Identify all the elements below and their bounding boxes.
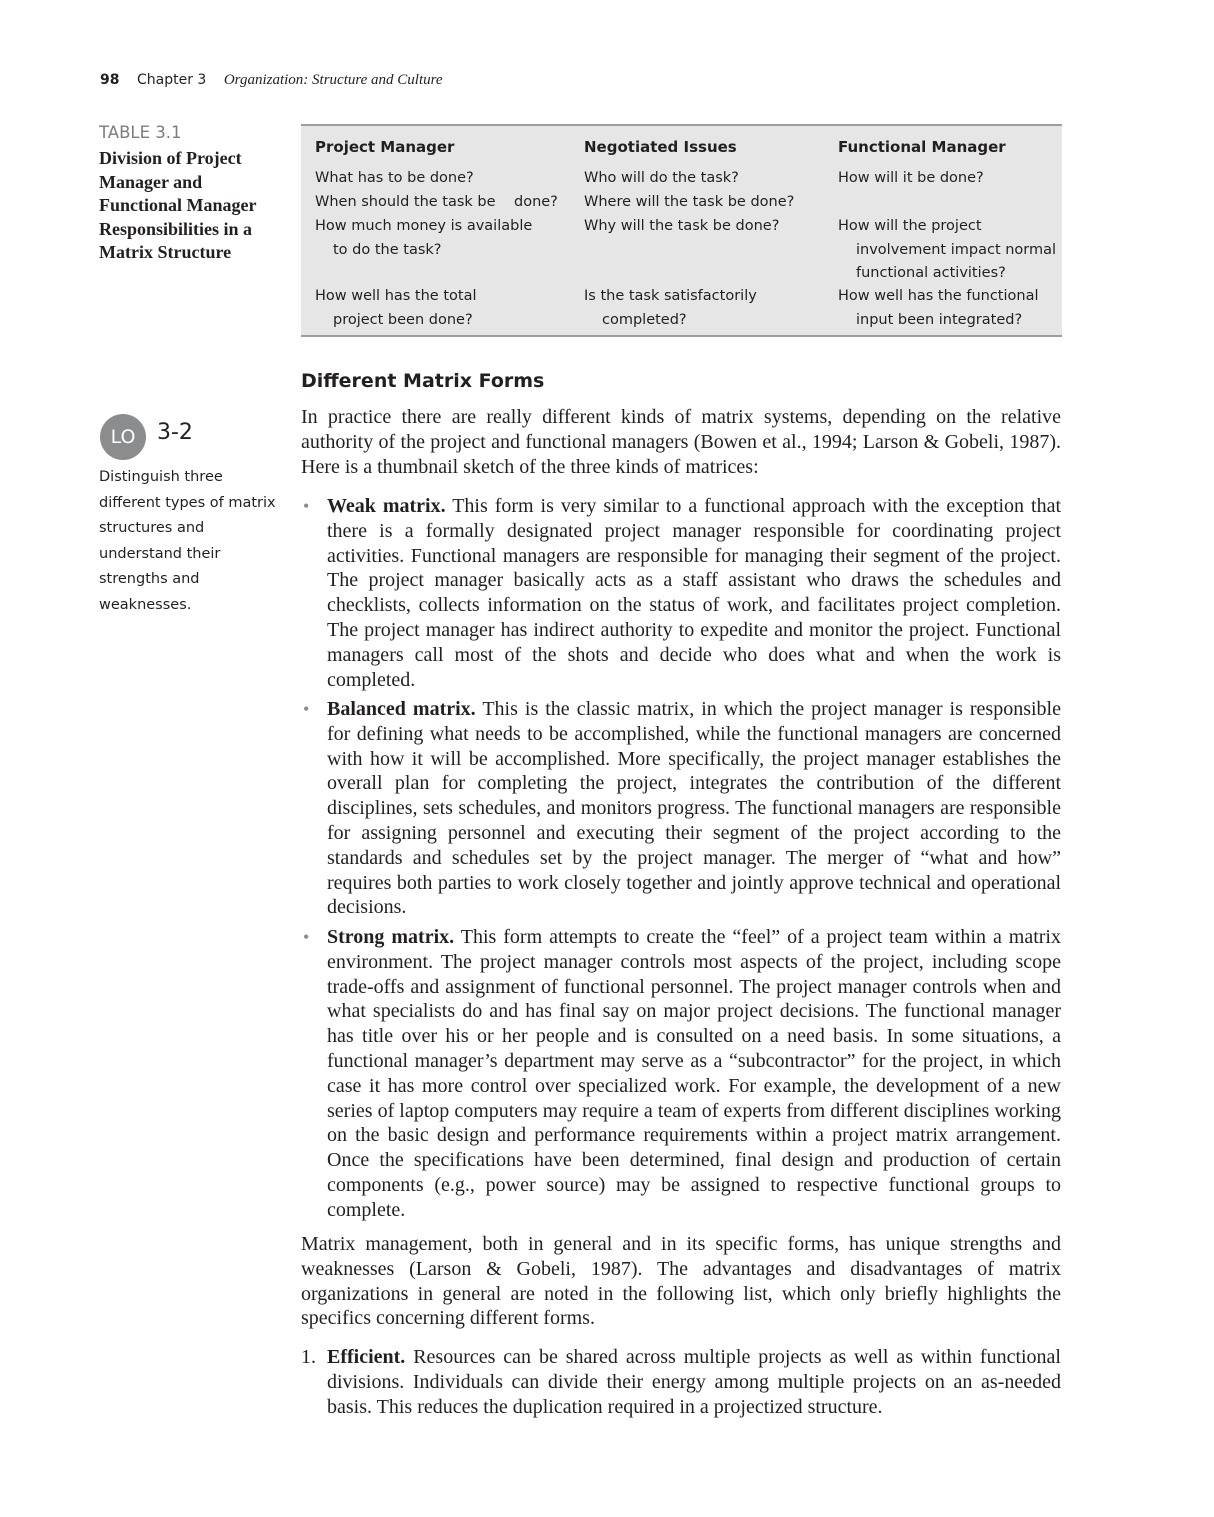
bullet-text: This form is very similar to a functional approach with the exception that there is a formally designated project manager responsible for coordinating project activities. Functional managers are responsible for managing their segment of the project. The project manager basically acts as a staff assistant who draws the schedules and checklists, collects information on the status of work, and facilitates project completion. The project manager has indirect authority to expedite and monitor the project. Functional managers call most of the shots and decide who does what and when the work is completed. [327, 495, 1062, 691]
table-cell: How well has the functional input been integrated? [838, 288, 1039, 328]
chapter-title: Organization: Structure and Culture [223, 72, 443, 88]
bullet-dot: • [303, 699, 310, 719]
closing-paragraph: Matrix management, both in general and in its specific forms, has unique strengths and weaknesses (Larson & Gobeli, 1987). The advantages and disadvantages of matrix organizations in general are noted in the following list, which only briefly highlights the specifics concerning different forms. [301, 1233, 1061, 1330]
item-text: Resources can be shared across multiple projects as well as within functional divisions. Individuals can divide their energy among multiple projects on an as-needed basis. This reduces the duplication required in a projectized structure. [327, 1346, 1061, 1418]
table-cell: Is the task satisfactorily completed? [584, 288, 757, 328]
chapter-label: Chapter 3 [136, 72, 207, 88]
bullet-term: Balanced matrix. [327, 698, 476, 720]
table-cell: How well has the total project been done? [315, 288, 477, 328]
bullet-term: Weak matrix. [327, 495, 446, 517]
lo-text: Distinguish three different types of matrix structures and understand their strengths and weaknesses. [99, 469, 276, 613]
bullet-item [303, 494, 1062, 692]
lo-number: 3-2 [157, 420, 193, 445]
table-header-cell: Negotiated Issues [584, 138, 737, 156]
bullet-term: Strong matrix. [327, 926, 455, 948]
running-header [100, 72, 443, 89]
lo-badge [100, 414, 146, 460]
bullet-item [303, 925, 1061, 1223]
table-cell: How much money is available to do the task? [315, 218, 533, 258]
section-heading: Different Matrix Forms [301, 370, 545, 392]
item-term: Efficient. [327, 1346, 406, 1368]
table-cell: How will the project involvement impact normal functional activities? [838, 218, 1057, 281]
bullet-dot: • [303, 927, 310, 947]
bullet-text: This form attempts to create the “feel” of a project team within a matrix environment. The project manager controls most aspects of the project, including scope trade-offs and assignment of functional personnel. The project manager controls when and what specialists do and has final say on major project decisions. The functional manager has title over his or her people and is consulted on a need basis. In some situations, a functional manager’s department may serve as a “subcontractor” for the project, in which case it has more control over specialized work. For example, the development of a new series of laptop computers may require a team of experts from different disciplines working on the basic design and performance requirements within a project matrix arrangement. Once the specifications have been determined, final design and production of certain components (e.g., power source) may be assigned to respective functional groups to complete. [327, 926, 1061, 1221]
table-cell: Where will the task be done? [584, 194, 795, 210]
numbered-item [301, 1345, 1061, 1419]
table-header-cell: Functional Manager [838, 138, 1006, 156]
table-caption: Division of Project Manager and Functional Manager Responsibilities in a Matrix Structure [99, 148, 257, 262]
intro-paragraph: In practice there are really different kinds of matrix systems, depending on the relative authority of the project and functional managers (Bowen et al., 1994; Larson & Gobeli, 1987). Here is a thumbnail sketch of the three kinds of matrices: [301, 406, 1061, 478]
table-label: TABLE 3.1 [99, 123, 182, 142]
table-cell: What has to be done? [315, 170, 474, 186]
table-cell: Why will the task be done? [584, 218, 780, 234]
lo-badge-label: LO [110, 426, 136, 448]
table-cell: How will it be done? [838, 170, 984, 186]
table-cell: When should the task be done? [315, 194, 558, 210]
page-number: 98 [100, 72, 120, 88]
bullet-item [303, 697, 1061, 920]
item-number: 1. [301, 1346, 316, 1368]
table-cell: Who will do the task? [584, 170, 739, 186]
bullet-text: This is the classic matrix, in which the project manager is responsible for defining what needs to be accomplished, while the functional managers are concerned with how it will be accomplished. More specifically, the project manager establishes the overall plan for completing the project, integrates the contribution of the different disciplines, sets schedules, and monitors progress. The functional managers are responsible for assigning personnel and executing their segment of the project according to the standards and schedules set by the project manager. The merger of “what and how” requires both parties to work closely together and jointly approve technical and operational decisions. [327, 698, 1061, 919]
bullet-dot: • [303, 496, 310, 516]
responsibility-table [301, 124, 1062, 337]
table-header-cell: Project Manager [315, 138, 455, 156]
